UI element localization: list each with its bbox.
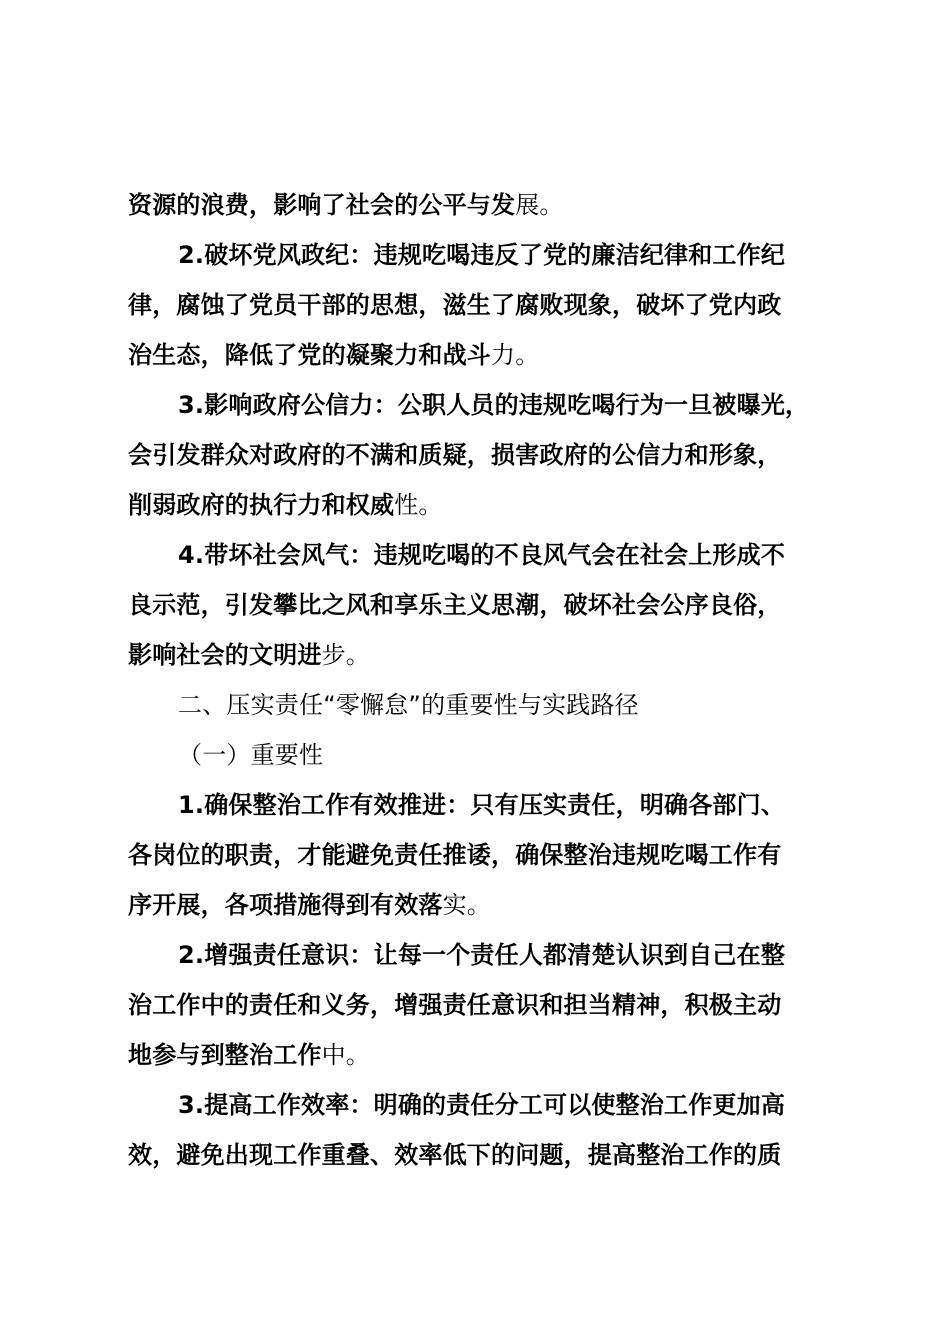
bold-text: 地参与到整治工作 — [128, 1041, 322, 1069]
paragraph-line — [128, 440, 848, 470]
section-heading — [178, 690, 898, 720]
paragraph-line — [178, 790, 898, 820]
bold-text: 序开展，各项措施得到有效落 — [128, 891, 443, 919]
bold-text: 会引发群众对政府的不满和质疑，损害政府的公信力和形象， — [128, 441, 782, 469]
normal-text: 性。 — [394, 491, 443, 519]
paragraph-line — [128, 640, 848, 670]
bold-text: 良示范，引发攀比之风和享乐主义思潮，破坏社会公序良俗， — [128, 591, 782, 619]
paragraph-line — [178, 240, 898, 270]
paragraph-line — [178, 390, 898, 420]
paragraph-line — [178, 1090, 898, 1120]
paragraph-line — [128, 190, 848, 220]
bold-text: 治工作中的责任和义务，增强责任意识和担当精神，积极主动 — [128, 991, 782, 1019]
normal-text: 实。 — [442, 891, 492, 919]
bold-text: 2.增强责任意识：让每一个责任人都清楚认识到自己在整 — [178, 941, 786, 969]
paragraph-line — [128, 490, 848, 520]
subsection-heading — [178, 740, 898, 770]
bold-text: 效，避免出现工作重叠、效率低下的问题，提高整治工作的质 — [128, 1141, 782, 1169]
bold-text: 2.破坏党风政纪：违规吃喝违反了党的廉洁纪律和工作纪 — [178, 241, 786, 269]
normal-text: 步。 — [321, 641, 371, 669]
normal-text: 二、压实责任“零懈怠”的重要性与实践路径 — [178, 691, 639, 719]
bold-text: 4.带坏社会风气：违规吃喝的不良风气会在社会上形成不 — [178, 541, 786, 569]
normal-text: 展。 — [515, 191, 564, 219]
bold-text: 律，腐蚀了党员干部的思想，滋生了腐败现象，破坏了党内政 — [128, 291, 782, 319]
paragraph-line — [128, 1140, 848, 1170]
bold-text: 影响社会的文明进 — [128, 641, 322, 669]
normal-text: 力。 — [491, 341, 540, 369]
paragraph-line — [128, 840, 848, 870]
bold-text: 治生态，降低了党的凝聚力和战斗 — [128, 341, 491, 369]
normal-text: （一）重要性 — [178, 741, 324, 769]
paragraph-line — [128, 890, 848, 920]
normal-text: 中。 — [321, 1041, 371, 1069]
bold-text: 3.提高工作效率：明确的责任分工可以使整治工作更加高 — [178, 1091, 786, 1119]
paragraph-line — [128, 990, 848, 1020]
bold-text: 削弱政府的执行力和权威 — [128, 491, 395, 519]
paragraph-line — [128, 290, 848, 320]
bold-text: 1.确保整治工作有效推进：只有压实责任，明确各部门、 — [178, 791, 786, 819]
paragraph-line — [178, 540, 898, 570]
paragraph-line — [128, 1040, 848, 1070]
paragraph-line — [178, 940, 898, 970]
paragraph-line — [128, 590, 848, 620]
bold-text: 各岗位的职责，才能避免责任推诿，确保整治违规吃喝工作有 — [128, 841, 782, 869]
paragraph-line — [128, 340, 848, 370]
bold-text: 资源的浪费，影响了社会的公平与发 — [128, 191, 516, 219]
bold-text: 3.影响政府公信力：公职人员的违规吃喝行为一旦被曝光， — [178, 391, 810, 419]
